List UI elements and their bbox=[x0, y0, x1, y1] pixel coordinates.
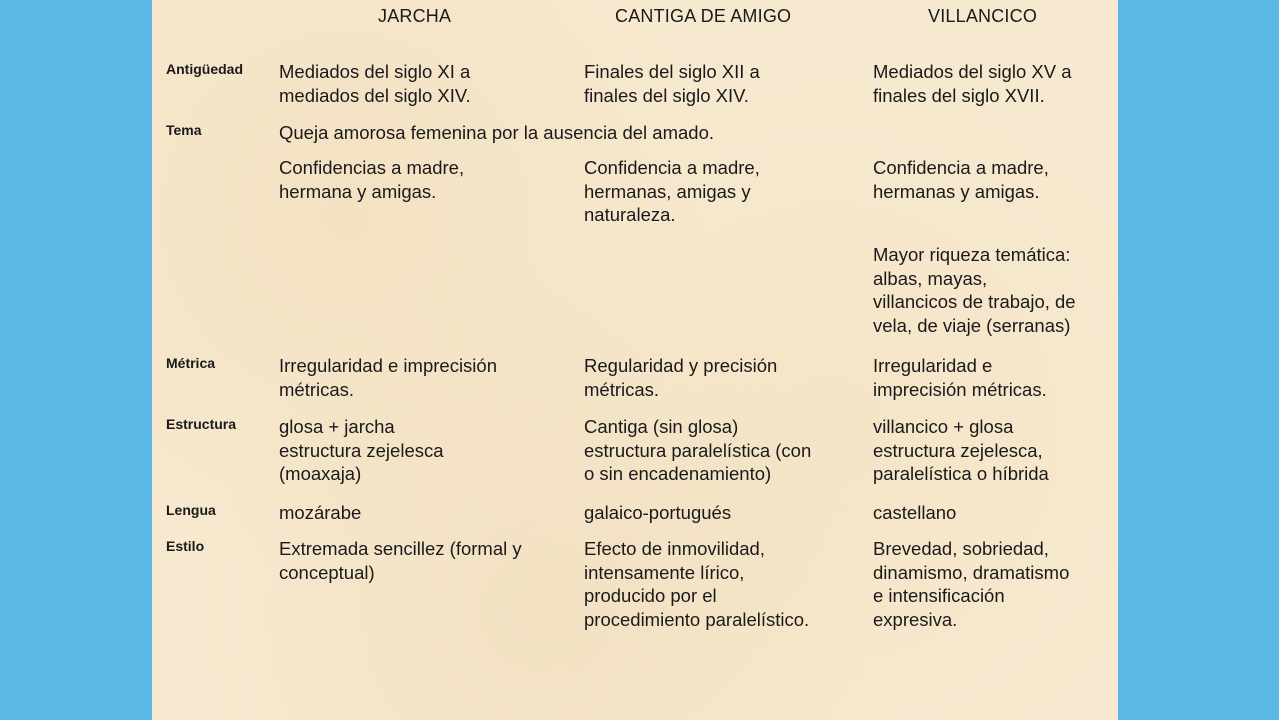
header-cantiga-de-amigo: CANTIGA DE AMIGO bbox=[615, 6, 792, 26]
cell-antiguedad-villancico: Mediados del siglo XV a finales del siglo XVII. bbox=[873, 61, 1072, 106]
cell-estructura-jarcha: glosa + jarcha estructura zejelesca (moaxaja) bbox=[279, 416, 444, 484]
row-label-antiguedad: Antigüedad bbox=[166, 61, 243, 77]
cell-lengua-cantiga: galaico-portugués bbox=[584, 502, 732, 523]
cell-tema-jarcha: Confidencias a madre, hermana y amigas. bbox=[279, 157, 465, 202]
cell-tema-villancico-extra: Mayor riqueza temática: albas, mayas, villancicos de trabajo, de vela, de viaje (serranas) bbox=[873, 244, 1076, 336]
cell-tema-shared: Queja amorosa femenina por la ausencia del amado. bbox=[279, 122, 715, 143]
slide-panel bbox=[152, 0, 1118, 720]
cell-estilo-villancico: Brevedad, sobriedad, dinamismo, dramatismo e intensificación expresiva. bbox=[873, 538, 1070, 630]
row-label-estructura: Estructura bbox=[166, 416, 237, 432]
row-label-lengua: Lengua bbox=[166, 502, 216, 518]
row-label-tema: Tema bbox=[166, 122, 202, 138]
cell-tema-villancico: Confidencia a madre, hermanas y amigas. bbox=[873, 157, 1049, 202]
cell-metrica-jarcha: Irregularidad e imprecisión métricas. bbox=[279, 355, 497, 400]
cell-tema-cantiga: Confidencia a madre, hermanas, amigas y naturaleza. bbox=[584, 157, 760, 225]
cell-estructura-cantiga: Cantiga (sin glosa) estructura paralelística (con o sin encadenamiento) bbox=[584, 416, 812, 484]
header-jarcha: JARCHA bbox=[378, 6, 452, 26]
cell-estilo-jarcha: Extremada sencillez (formal y conceptual) bbox=[279, 538, 522, 583]
cell-estilo-cantiga: Efecto de inmovilidad, intensamente lírico, producido por el procedimiento paralelístico. bbox=[584, 538, 810, 630]
header-villancico: VILLANCICO bbox=[928, 6, 1038, 26]
cell-metrica-villancico: Irregularidad e imprecisión métricas. bbox=[873, 355, 1047, 400]
cell-estructura-villancico: villancico + glosa estructura zejelesca, paralelística o híbrida bbox=[873, 416, 1049, 484]
cell-metrica-cantiga: Regularidad y precisión métricas. bbox=[584, 355, 778, 400]
cell-antiguedad-cantiga: Finales del siglo XII a finales del siglo XIV. bbox=[584, 61, 760, 106]
row-label-estilo: Estilo bbox=[166, 538, 205, 554]
row-label-metrica: Métrica bbox=[166, 355, 216, 371]
cell-lengua-villancico: castellano bbox=[873, 502, 957, 523]
cell-lengua-jarcha: mozárabe bbox=[279, 502, 362, 523]
cell-antiguedad-jarcha: Mediados del siglo XI a mediados del siglo XIV. bbox=[279, 61, 471, 106]
